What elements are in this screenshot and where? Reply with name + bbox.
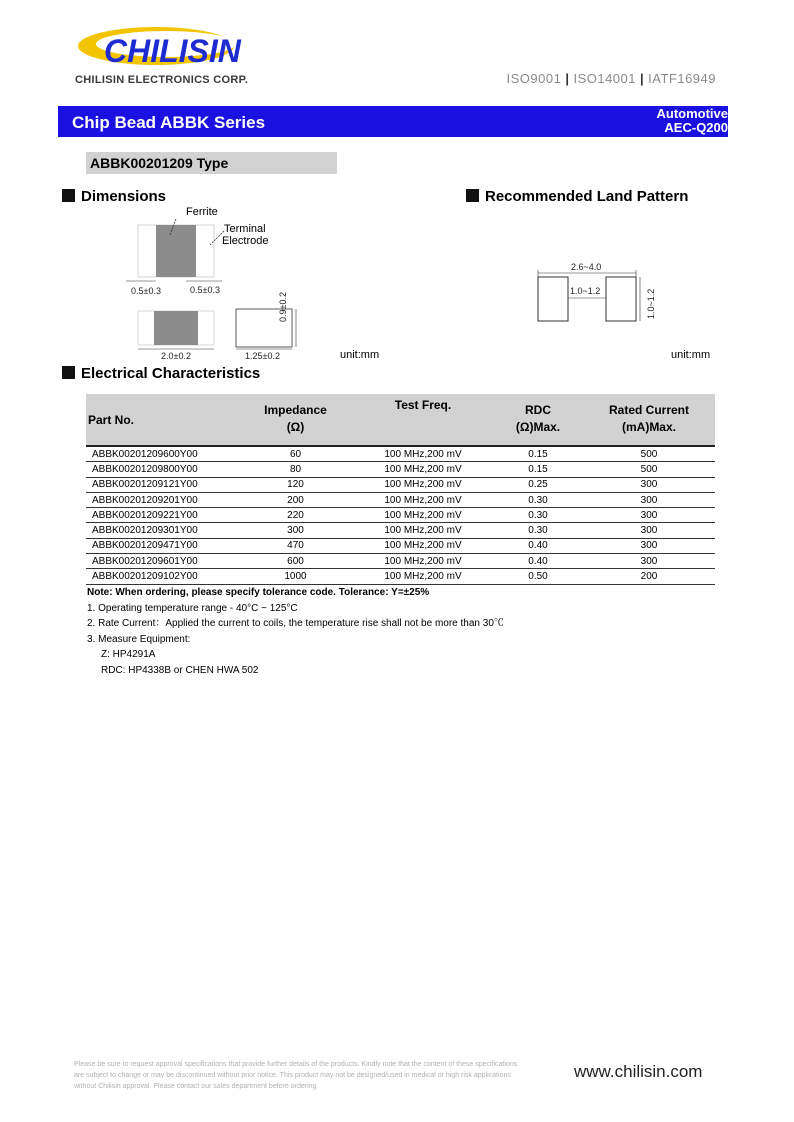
col-rdc-unit: (Ω)Max. xyxy=(515,420,561,434)
land-gap-dim: 1.0~1.2 xyxy=(570,286,601,296)
bullet-square-icon xyxy=(62,189,75,202)
table-row xyxy=(86,446,715,462)
cell-part-no: ABBK00201209102Y00 xyxy=(86,569,238,584)
note-equipment-rdc: RDC: HP4338B or CHEN HWA 502 xyxy=(101,664,259,676)
table-row xyxy=(86,462,715,477)
cert-iso9001: ISO9001 xyxy=(506,71,562,86)
cell-impedance: 1000 xyxy=(238,569,353,584)
footer-disclaimer xyxy=(74,1059,574,1092)
note-operating-temp: 1. Operating temperature range - 40°C ~ 125°C xyxy=(87,602,298,614)
land-pattern-heading-text: Recommended Land Pattern xyxy=(485,188,689,205)
footer-line-1: Please be sure to request approval specifications that provide further details of the products. Kindly note that the content of these specifications xyxy=(74,1061,518,1068)
cell-impedance: 300 xyxy=(238,523,353,538)
col-test-freq xyxy=(353,394,493,446)
logo-text: CHILISIN xyxy=(104,33,241,69)
land-height-dim: 1.0~1.2 xyxy=(646,288,656,319)
electrical-heading xyxy=(62,365,260,382)
land-pad-left xyxy=(538,277,568,321)
cell-test-freq: 100 MHz,200 mV xyxy=(353,508,493,523)
cell-impedance: 220 xyxy=(238,508,353,523)
cert-iso14001: ISO14001 xyxy=(573,71,636,86)
table-row xyxy=(86,492,715,507)
note-measure-equipment: 3. Measure Equipment: xyxy=(87,633,191,645)
footer-line-2: are subject to change or may be discontinued without prior notice. This product may not be designed/used in medical or high risk applications xyxy=(74,1072,511,1079)
footer-line-3: without Chilisin approval. Please contact our sales department before ordering. xyxy=(74,1083,319,1090)
ferrite-label: Ferrite xyxy=(186,206,218,218)
ordering-note: Note: When ordering, please specify tolerance code. Tolerance: Y=±25% xyxy=(87,587,430,598)
type-label-box xyxy=(86,152,337,174)
cell-part-no: ABBK00201209601Y00 xyxy=(86,554,238,569)
electrical-table xyxy=(86,394,715,585)
terminal-label: Terminal xyxy=(224,223,266,235)
dim-width: 1.25±0.2 xyxy=(245,351,280,361)
note-equipment-z: Z: HP4291A xyxy=(101,649,156,660)
cell-impedance: 120 xyxy=(238,477,353,492)
cert-separator: | xyxy=(640,71,645,86)
table-row xyxy=(86,477,715,492)
cell-rdc: 0.15 xyxy=(493,462,583,477)
table-row xyxy=(86,523,715,538)
col-rated-current-label: Rated Current xyxy=(608,403,689,417)
table-row xyxy=(86,554,715,569)
land-pattern-unit: unit:mm xyxy=(671,349,711,361)
automotive-text: Automotive xyxy=(656,106,728,121)
cell-rdc: 0.25 xyxy=(493,477,583,492)
dim-length: 2.0±0.2 xyxy=(161,351,191,361)
table-row xyxy=(86,569,715,584)
col-part-no-label: Part No. xyxy=(88,412,135,427)
cell-test-freq: 100 MHz,200 mV xyxy=(353,492,493,507)
certifications xyxy=(506,71,716,86)
cell-rated-current: 300 xyxy=(583,477,715,492)
company-name: CHILISIN ELECTRONICS CORP. xyxy=(75,74,249,86)
cell-rated-current: 500 xyxy=(583,462,715,477)
cell-rated-current: 300 xyxy=(583,538,715,553)
dim-terminal-left: 0.5±0.3 xyxy=(131,286,161,296)
col-rated-current xyxy=(583,394,715,446)
cell-rdc: 0.40 xyxy=(493,554,583,569)
col-rated-current-unit: (mA)Max. xyxy=(621,420,676,434)
cell-rated-current: 200 xyxy=(583,569,715,584)
cell-impedance: 60 xyxy=(238,446,353,462)
col-rdc-label: RDC xyxy=(525,403,551,417)
bullet-square-icon xyxy=(62,366,75,379)
cell-impedance: 200 xyxy=(238,492,353,507)
dimensions-heading-text: Dimensions xyxy=(81,188,167,205)
cell-rated-current: 300 xyxy=(583,508,715,523)
land-pad-right xyxy=(606,277,636,321)
cell-rated-current: 300 xyxy=(583,554,715,569)
chilisin-logo xyxy=(76,22,266,72)
electrical-heading-text: Electrical Characteristics xyxy=(81,365,261,382)
cell-test-freq: 100 MHz,200 mV xyxy=(353,446,493,462)
website-link[interactable]: www.chilisin.com xyxy=(574,1062,703,1081)
table-header-row xyxy=(86,394,715,446)
note-rate-current: 2. Rate Current：Applied the current to coils, the temperature rise shall not be more than 30℃ xyxy=(87,618,504,629)
cell-part-no: ABBK00201209800Y00 xyxy=(86,462,238,477)
cell-test-freq: 100 MHz,200 mV xyxy=(353,538,493,553)
ferrite-body xyxy=(156,225,196,277)
cell-rated-current: 300 xyxy=(583,523,715,538)
cell-test-freq: 100 MHz,200 mV xyxy=(353,462,493,477)
cell-part-no: ABBK00201209121Y00 xyxy=(86,477,238,492)
col-impedance-label: Impedance xyxy=(264,403,327,417)
col-impedance-unit: (Ω) xyxy=(286,420,305,434)
ferrite-body-side xyxy=(154,311,198,345)
cell-rdc: 0.30 xyxy=(493,523,583,538)
cell-part-no: ABBK00201209201Y00 xyxy=(86,492,238,507)
cell-impedance: 470 xyxy=(238,538,353,553)
col-test-freq-label: Test Freq. xyxy=(394,398,452,412)
cell-part-no: ABBK00201209471Y00 xyxy=(86,538,238,553)
cell-part-no: ABBK00201209221Y00 xyxy=(86,508,238,523)
land-outer-dim: 2.6~4.0 xyxy=(571,262,602,272)
cell-test-freq: 100 MHz,200 mV xyxy=(353,523,493,538)
automotive-label xyxy=(657,107,729,135)
cell-test-freq: 100 MHz,200 mV xyxy=(353,477,493,492)
cell-rdc: 0.40 xyxy=(493,538,583,553)
table-row xyxy=(86,508,715,523)
cell-rdc: 0.30 xyxy=(493,508,583,523)
table-row xyxy=(86,538,715,553)
cell-rdc: 0.15 xyxy=(493,446,583,462)
cell-impedance: 600 xyxy=(238,554,353,569)
cell-rdc: 0.30 xyxy=(493,492,583,507)
col-rdc xyxy=(493,394,583,446)
cert-iatf16949: IATF16949 xyxy=(648,71,716,86)
cell-rated-current: 500 xyxy=(583,446,715,462)
cell-part-no: ABBK00201209600Y00 xyxy=(86,446,238,462)
notes xyxy=(87,585,504,678)
cert-separator: | xyxy=(565,71,570,86)
dimensions-unit: unit:mm xyxy=(340,349,380,361)
cell-test-freq: 100 MHz,200 mV xyxy=(353,554,493,569)
dim-thickness: 0.9±0.2 xyxy=(278,292,288,322)
cell-part-no: ABBK00201209301Y00 xyxy=(86,523,238,538)
col-part-no xyxy=(86,394,238,446)
cell-test-freq: 100 MHz,200 mV xyxy=(353,569,493,584)
aec-q200-text: AEC-Q200 xyxy=(664,120,728,135)
land-pattern-heading xyxy=(466,188,688,205)
electrode-label: Electrode xyxy=(222,235,269,247)
series-title: Chip Bead ABBK Series xyxy=(72,113,266,132)
type-label: ABBK00201209 Type xyxy=(90,155,229,171)
dim-terminal-right: 0.5±0.3 xyxy=(190,285,220,295)
cell-rdc: 0.50 xyxy=(493,569,583,584)
cell-rated-current: 300 xyxy=(583,492,715,507)
bullet-square-icon xyxy=(466,189,479,202)
cell-impedance: 80 xyxy=(238,462,353,477)
dimensions-heading xyxy=(62,188,166,205)
col-impedance xyxy=(238,394,353,446)
